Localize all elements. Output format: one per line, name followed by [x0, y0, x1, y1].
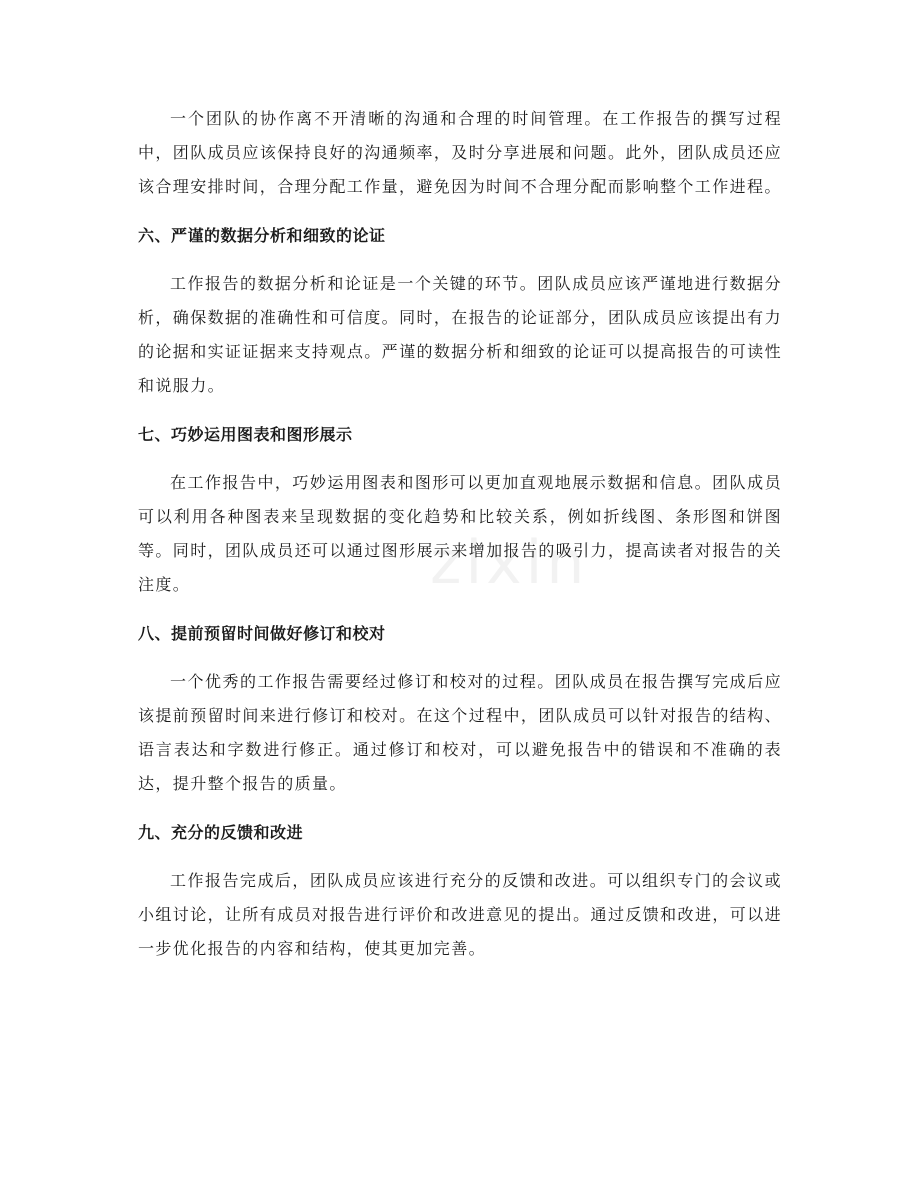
section-heading-7: 七、巧妙运用图表和图形展示 [138, 425, 353, 444]
paragraph-section-8: 一个优秀的工作报告需要经过修订和校对的过程。团队成员在报告撰写完成后应该提前预留时间来进行修订和校对。在这个过程中，团队成员可以针对报告的结构、语言表达和字数进行修正。通过修订和校对，可以避免报告中的错误和不准确的表达，提升整个报告的质量。 [138, 672, 782, 793]
section-heading-8: 八、提前预留时间做好修订和校对 [138, 624, 386, 643]
paragraph-section-7: 在工作报告中，巧妙运用图表和图形可以更加直观地展示数据和信息。团队成员可以利用各种图表来呈现数据的变化趋势和比较关系，例如折线图、条形图和饼图等。同时，团队成员还可以通过图形展示来增加报告的吸引力，提高读者对报告的关注度。 [138, 473, 782, 594]
document-body [138, 102, 782, 966]
section-heading-9: 九、充分的反馈和改进 [138, 823, 304, 842]
watermark: zixin [430, 528, 589, 598]
paragraph-section-6: 工作报告的数据分析和论证是一个关键的环节。团队成员应该严谨地进行数据分析，确保数据的准确性和可信度。同时，在报告的论证部分，团队成员应该提出有力的论据和实证证据来支持观点。严谨的数据分析和细致的论证可以提高报告的可读性和说服力。 [138, 274, 782, 395]
section-heading-6: 六、严谨的数据分析和细致的论证 [138, 226, 386, 245]
paragraph-section-9: 工作报告完成后，团队成员应该进行充分的反馈和改进。可以组织专门的会议或小组讨论，让所有成员对报告进行评价和改进意见的提出。通过反馈和改进，可以进一步优化报告的内容和结构，使其更加完善。 [138, 871, 782, 958]
paragraph-intro: 一个团队的协作离不开清晰的沟通和合理的时间管理。在工作报告的撰写过程中，团队成员应该保持良好的沟通频率，及时分享进展和问题。此外，团队成员还应该合理安排时间，合理分配工作量，避免因为时间不合理分配而影响整个工作进程。 [138, 109, 782, 196]
